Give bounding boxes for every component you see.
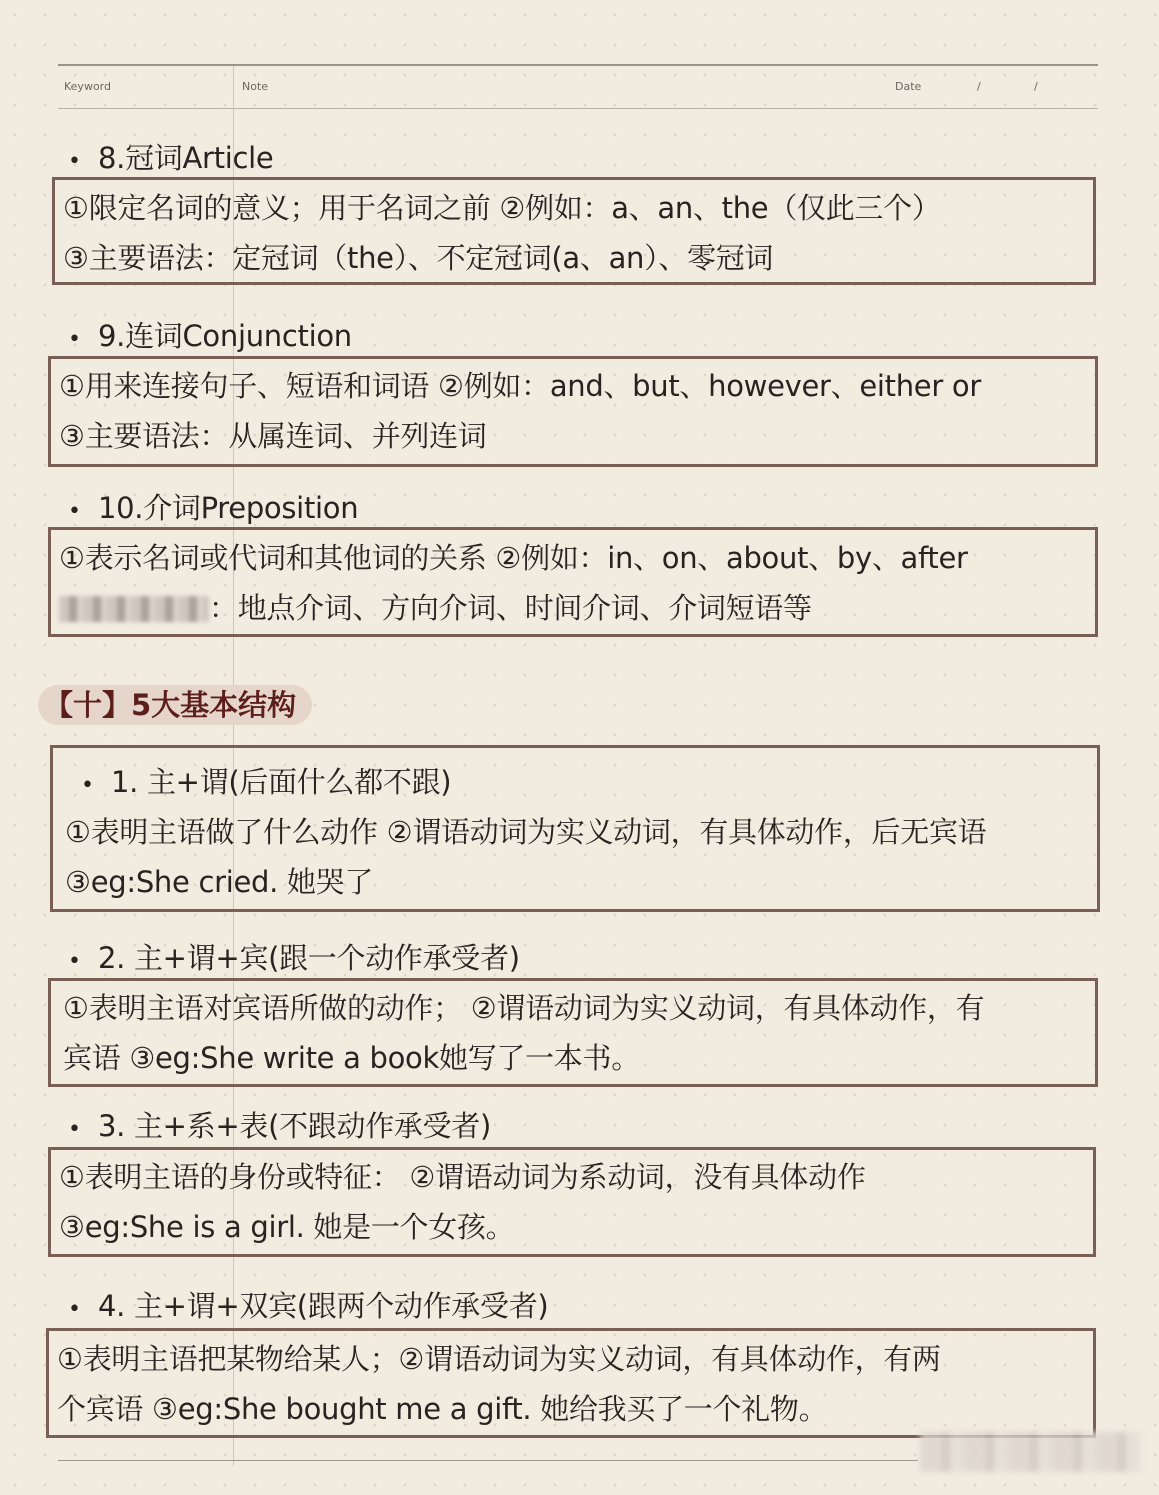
preposition-box <box>48 527 1098 637</box>
structure-3-line-1: ①表明主语的身份或特征： ②谓语动词为系动词，没有具体动作 <box>59 1160 866 1194</box>
structure-4-line-1: ①表明主语把某物给某人；②谓语动词为实义动词，有具体动作，有两 <box>57 1342 941 1376</box>
conjunction-line-1: ①用来连接句子、短语和词语 ②例如：and、but、however、either or <box>59 369 981 403</box>
conjunction-line-2: ③主要语法：从属连词、并列连词 <box>59 419 487 453</box>
structure-3-box <box>48 1147 1096 1257</box>
structure-3-line-2: ③eg:She is a girl. 她是一个女孩。 <box>59 1210 515 1244</box>
article-box <box>52 177 1096 285</box>
structure-2-line-1: ①表明主语对宾语所做的动作； ②谓语动词为实义动词，有具体动作，有 <box>63 991 985 1025</box>
preposition-title: • 10.介词Preposition <box>68 491 359 525</box>
date-label: Date <box>895 80 922 93</box>
note-label: Note <box>242 80 269 93</box>
structure-4-line-2: 个宾语 ③eg:She bought me a gift. 她给我买了一个礼物。 <box>57 1392 828 1426</box>
preposition-line-2: ：地点介词、方向介词、时间介词、介词短语等 <box>59 590 812 626</box>
date-separator: / <box>1034 80 1038 93</box>
article-title: • 8.冠词Article <box>68 141 274 175</box>
structure-1-line-1: ①表明主语做了什么动作 ②谓语动词为实义动词，有具体动作，后无宾语 <box>65 815 987 849</box>
conjunction-box <box>48 356 1098 467</box>
section-heading: 【十】5大基本结构 <box>38 685 312 725</box>
footer-rule <box>58 1460 918 1461</box>
structure-2-line-2: 宾语 ③eg:She write a book她写了一本书。 <box>63 1041 640 1075</box>
redacted-text <box>59 596 209 622</box>
article-line-1: ①限定名词的意义；用于名词之前 ②例如：a、an、the（仅此三个） <box>63 191 941 225</box>
keyword-label: Keyword <box>64 80 111 93</box>
structure-4-box <box>46 1328 1096 1438</box>
preposition-line-1: ①表示名词或代词和其他词的关系 ②例如：in、on、about、by、after <box>59 541 968 575</box>
article-line-2: ③主要语法：定冠词（the）、不定冠词(a、an）、零冠词 <box>63 241 774 275</box>
structure-1-box <box>50 745 1100 912</box>
watermark <box>920 1432 1140 1472</box>
structure-3-title: • 3. 主+系+表(不跟动作承受者) <box>68 1109 492 1143</box>
date-separator: / <box>977 80 981 93</box>
structure-1-line-2: ③eg:She cried. 她哭了 <box>65 865 374 899</box>
header-top-rule <box>58 64 1098 66</box>
header-bottom-rule <box>58 108 1098 109</box>
structure-4-title: • 4. 主+谓+双宾(跟两个动作承受者) <box>68 1289 549 1323</box>
structure-2-title: • 2. 主+谓+宾(跟一个动作承受者) <box>68 941 520 975</box>
structure-2-box <box>48 978 1098 1087</box>
conjunction-title: • 9.连词Conjunction <box>68 319 352 353</box>
structure-1-title: • 1. 主+谓(后面什么都不跟) <box>81 765 452 799</box>
